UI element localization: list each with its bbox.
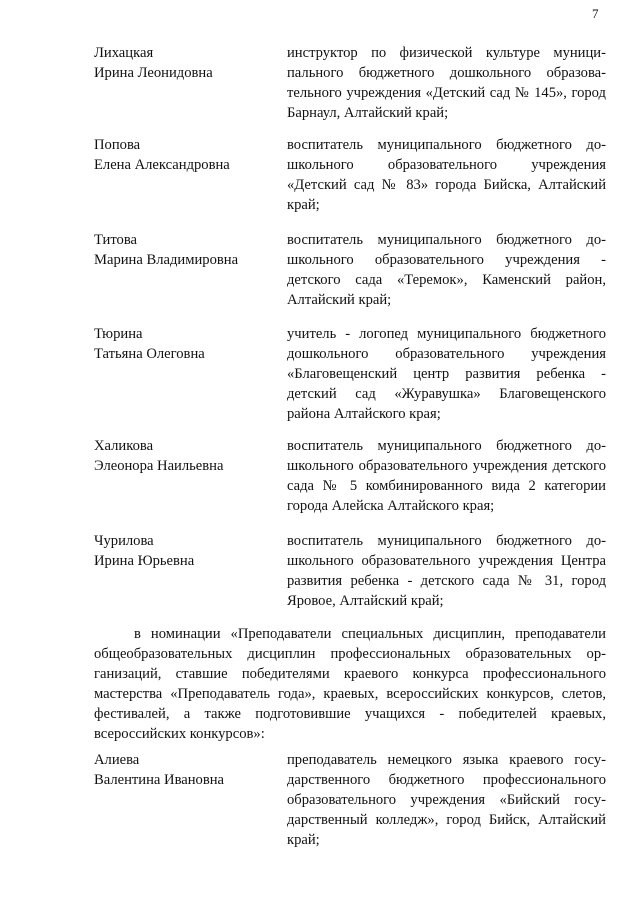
person-name: Лихацкая Ирина Леонидовна — [94, 45, 213, 81]
person-position: учитель - логопед муниципального бюджетного дошкольного образовательного учреждения «Благовещенский центр развития ребенка - детский сад «Журавушка» Благовещенского района Алтайского края; — [287, 326, 606, 422]
person-position: воспитатель муниципального бюджетного дошкольного образовательного учреждения - детского сада «Теремок», Каменский район, Алтайский край; — [287, 232, 606, 308]
person-name: Алиева Валентина Ивановна — [94, 752, 225, 788]
page-number: 7 — [592, 6, 599, 21]
person-name: Халикова Элеонора Наильевна — [94, 438, 224, 474]
person-position: воспитатель муниципального бюджетного дошкольного образовательного учреждения детского сада № 5 комбинированного вида 2 категории города Алейска Алтайского края; — [287, 438, 606, 514]
person-name: Тюрина Татьяна Олеговна — [94, 326, 205, 362]
person-position: инструктор по физической культуре муниципального бюджетного дошкольного образовательного учреждения «Детский сад № 145», город Барнаул, Алтайский край; — [287, 45, 606, 121]
person-position: воспитатель муниципального бюджетного дошкольного образовательного учреждения «Детский сад № 83» города Бийска, Алтайский край; — [287, 137, 606, 213]
person-position: преподаватель немецкого языка краевого государственного бюджетного профессионального образовательного учреждения «Бийский государственный колледж», город Бийск, Алтайский край; — [287, 752, 606, 848]
person-name: Титова Марина Владимировна — [94, 232, 239, 268]
person-position: воспитатель муниципального бюджетного дошкольного образовательного учреждения Центра развития ребенка - детского сада № 31, город Яровое, Алтайский край; — [287, 533, 606, 609]
person-name: Попова Елена Александровна — [94, 137, 230, 173]
person-name: Чурилова Ирина Юрьевна — [94, 533, 195, 569]
nomination-paragraph: в номинации «Преподаватели специальных дисциплин, преподаватели общеобразовательных дисциплин профессиональных образовательных организаций, ставшие победителями краевого конкурса профессионального мастерства «Преподаватель года», краевых, всероссийских конкурсов, слетов, фестивалей, а также подготовившие учащихся - победителей краевых, всероссийских конкурсов»: — [94, 626, 606, 742]
